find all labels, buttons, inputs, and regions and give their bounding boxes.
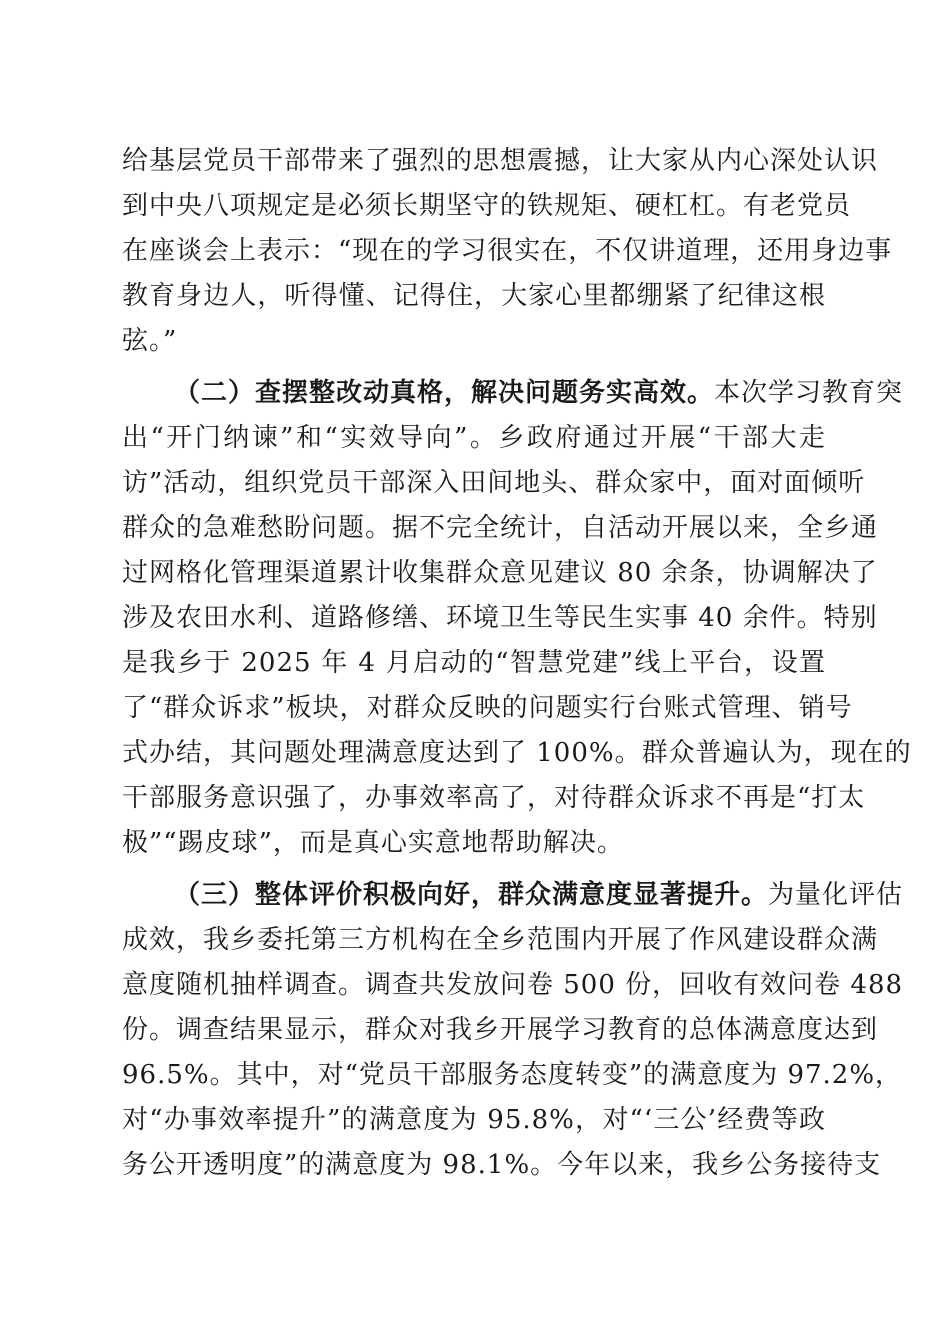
section-2-first-line-text: 本次学习教育突 — [714, 378, 904, 408]
paragraph-line: 务公开透明度”的满意度为 98.1%。今年以来，我乡公务接待支 — [122, 1150, 882, 1180]
paragraph-line: 极”“踢皮球”，而是真心实意地帮助解决。 — [122, 828, 624, 858]
paragraph-line: 给基层党员干部带来了强烈的思想震撼，让大家从内心深处认识 — [122, 146, 879, 176]
paragraph-line: 了“群众诉求”板块，对群众反映的问题实行台账式管理、销号 — [122, 693, 853, 723]
section-3-first-line — [174, 872, 904, 918]
paragraph-line: 干部服务意识强了，办事效率高了，对待群众诉求不再是“打太 — [122, 783, 866, 813]
paragraph-line: 访”活动，组织党员干部深入田间地头、群众家中，面对面倾听 — [122, 468, 866, 498]
paragraph-line: 过网格化管理渠道累计收集群众意见建议 80 余条，协调解决了 — [122, 558, 878, 588]
section-3-first-line-text: 为量化评估 — [768, 880, 904, 910]
paragraph-line: 是我乡于 2025 年 4 月启动的“智慧党建”线上平台，设置 — [122, 648, 826, 678]
paragraph-line: 对“办事效率提升”的满意度为 95.8%，对“‘三公’经费等政 — [122, 1105, 826, 1135]
section-2-first-line — [174, 370, 904, 416]
paragraph-line: 弦。” — [122, 326, 178, 356]
paragraph-line: 成效，我乡委托第三方机构在全乡范围内开展了作风建设群众满 — [122, 925, 879, 955]
paragraph-line: 意度随机抽样调查。调查共发放问卷 500 份，回收有效问卷 488 — [122, 970, 904, 1000]
paragraph-line: 在座谈会上表示：“现在的学习很实在，不仅讲道理，还用身边事 — [122, 236, 893, 266]
paragraph-line: 群众的急难愁盼问题。据不完全统计，自活动开展以来，全乡通 — [122, 513, 879, 543]
paragraph-line: 96.5%。其中，对“党员干部服务态度转变”的满意度为 97.2%， — [122, 1060, 903, 1090]
paragraph-line: 教育身边人，听得懂、记得住，大家心里都绷紧了纪律这根 — [122, 281, 826, 311]
paragraph-line: 出“开门纳谏”和“实效导向”。乡政府通过开展“干部大走 — [122, 423, 826, 453]
section-3-heading: （三）整体评价积极向好，群众满意度显著提升。 — [174, 880, 769, 910]
paragraph-line: 到中央八项规定是必须长期坚守的铁规矩、硬杠杠。有老党员 — [122, 191, 852, 221]
paragraph-line: 涉及农田水利、道路修缮、环境卫生等民生实事 40 余件。特别 — [122, 603, 878, 633]
paragraph-line: 份。调查结果显示，群众对我乡开展学习教育的总体满意度达到 — [122, 1015, 879, 1045]
paragraph-line: 式办结，其问题处理满意度达到了 100%。群众普遍认为，现在的 — [122, 738, 912, 768]
section-2-heading: （二）查摆整改动真格，解决问题务实高效。 — [174, 378, 715, 408]
